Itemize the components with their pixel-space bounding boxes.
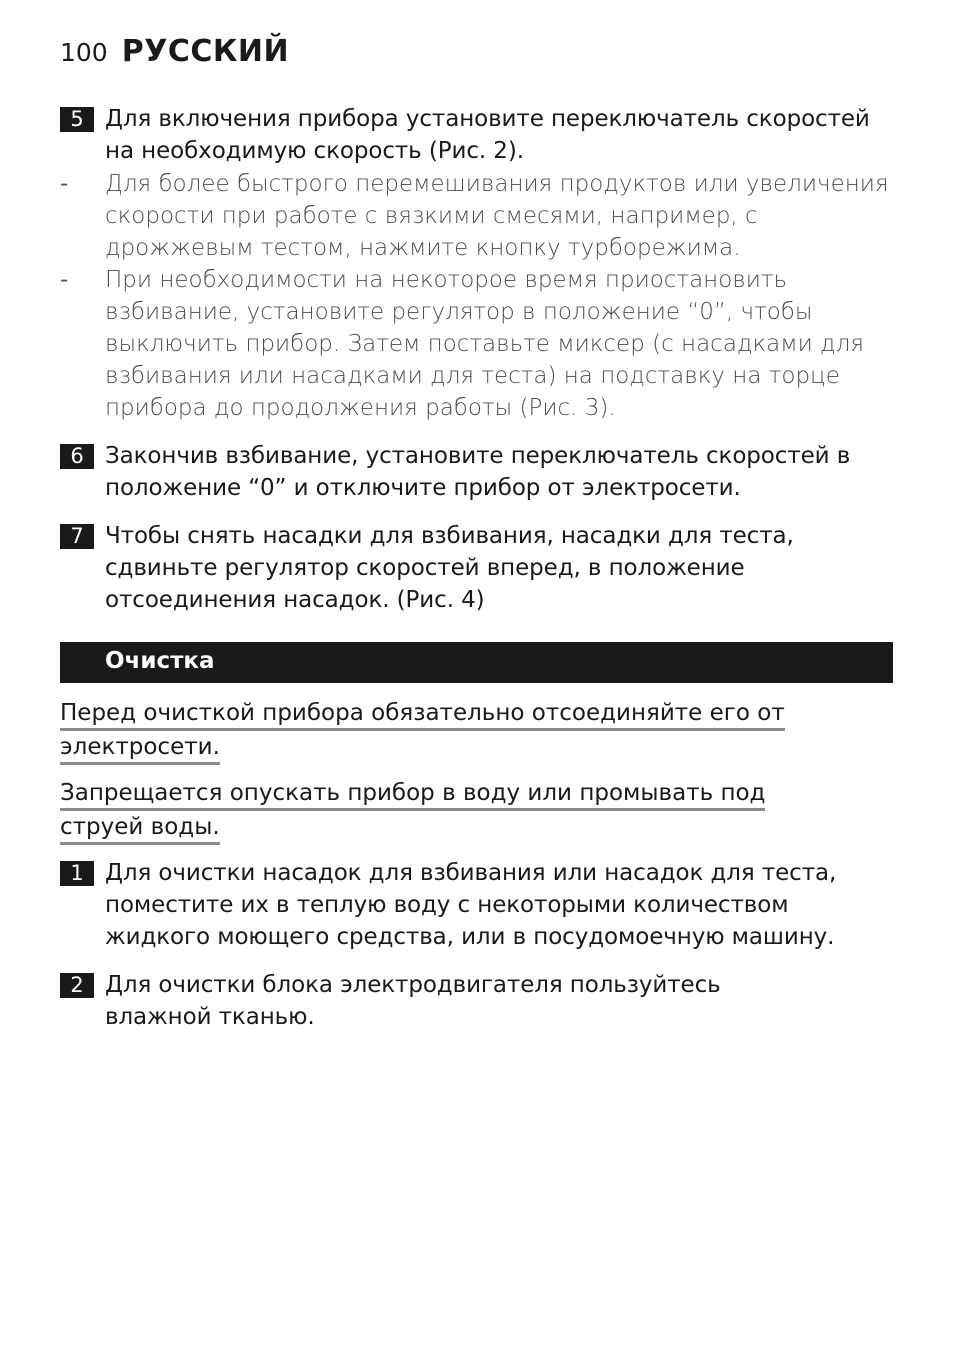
step-text: Для очистки блока электродвигателя пользуйтесь влажной тканью. <box>105 972 721 1030</box>
step-text: Чтобы снять насадки для взбивания, насадки для теста, сдвиньте регулятор скоростей вперед, в положение отсоединения насадок. (Рис. 4) <box>105 523 794 613</box>
bullet-text: При необходимости на некоторое время приостановить взбивание, установите регулятор в положение “0”, чтобы выключить прибор. Затем поставьте миксер (с насадками для взбивания или насадками для теста) на подставку на торце прибора до продолжения работы (Рис. 3). <box>105 267 864 421</box>
step-number-badge: 6 <box>60 444 94 469</box>
bullet-dash: - <box>60 171 69 197</box>
bullet-item-pause <box>60 264 900 424</box>
warning-line: струей воды. <box>60 813 220 845</box>
step-number-badge: 1 <box>60 861 94 886</box>
warning-no-water <box>60 777 765 845</box>
page-number: 100 <box>60 38 108 67</box>
bullet-text: Для более быстрого перемешивания продуктов или увеличения скорости при работе с вязкими смесями, например, с дрожжевым тестом, нажмите кнопку турборежима. <box>105 171 889 261</box>
step-text: Для очистки насадок для взбивания или насадок для теста, поместите их в теплую воду с некоторыми количеством жидкого моющего средства, или в посудомоечную машину. <box>105 860 837 950</box>
step-text: Закончив взбивание, установите переключатель скоростей в положение “0” и отключите прибор от электросети. <box>105 443 851 501</box>
step-text: Для включения прибора установите переключатель скоростей на необходимую скорость (Рис. 2). <box>105 106 870 164</box>
step-5 <box>60 103 900 167</box>
warning-line: электросети. <box>60 733 220 765</box>
warning-line: Перед очисткой прибора обязательно отсоединяйте его от <box>60 699 785 731</box>
warning-line: Запрещается опускать прибор в воду или промывать под <box>60 779 765 811</box>
page-language-title: РУССКИЙ <box>121 34 290 69</box>
page-header <box>60 34 289 69</box>
step-number-badge: 2 <box>60 973 94 998</box>
step-1 <box>60 857 900 953</box>
bullet-dash: - <box>60 267 69 293</box>
step-7 <box>60 520 820 616</box>
warning-unplug <box>60 697 785 765</box>
step-2 <box>60 969 760 1033</box>
section-header-bar <box>60 642 893 683</box>
step-number-badge: 5 <box>60 107 94 132</box>
step-number-badge: 7 <box>60 524 94 549</box>
section-title: Очистка <box>105 648 215 674</box>
step-6 <box>60 440 900 504</box>
bullet-item-turbo <box>60 168 900 264</box>
